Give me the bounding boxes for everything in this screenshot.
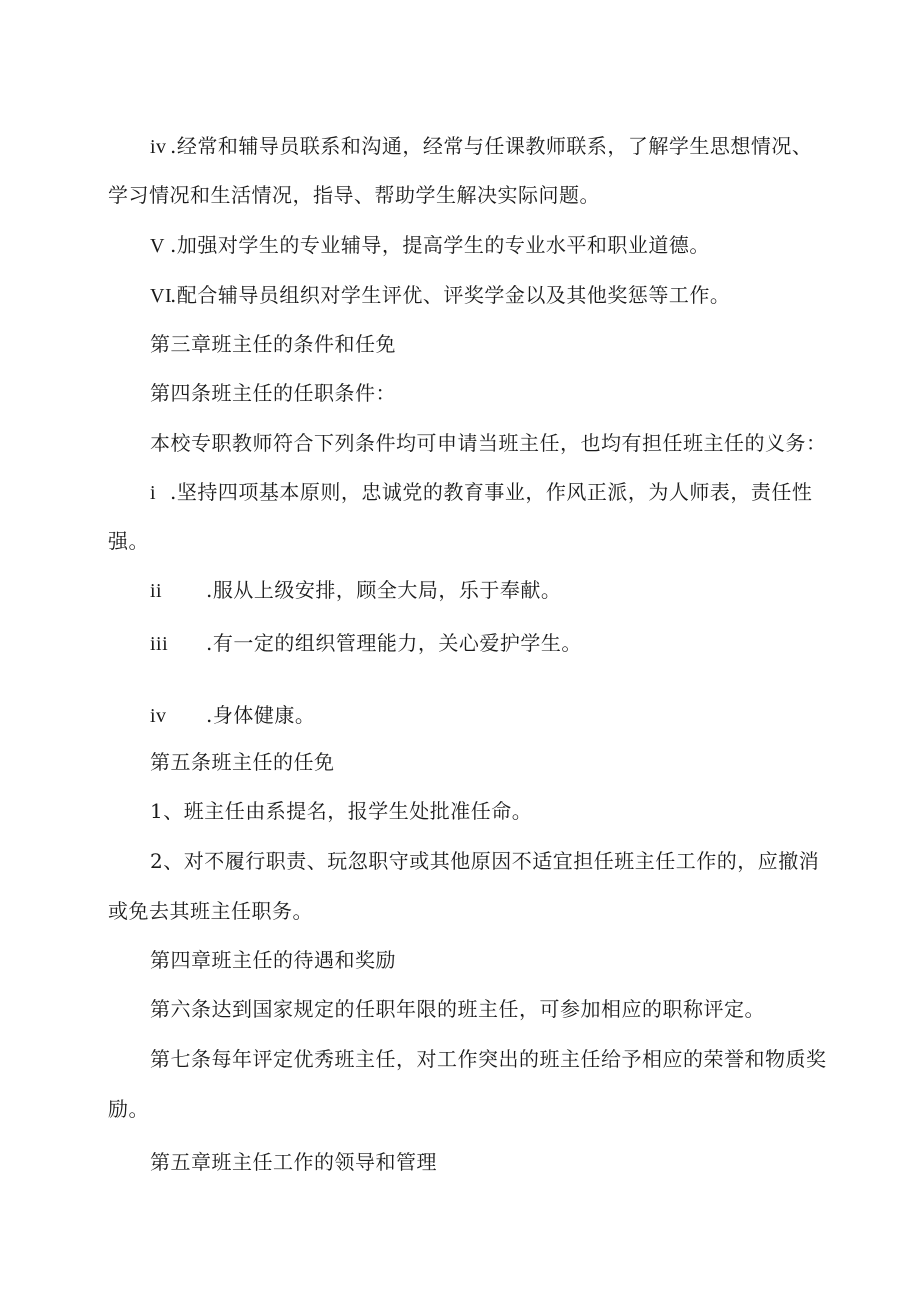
paragraph-item-ii-obey: [150, 577, 561, 604]
paragraph-continuation: [108, 898, 313, 924]
article-paragraph-6: [150, 996, 765, 1022]
list-marker: ii: [150, 580, 163, 602]
paragraph-text: .加强对学生的专业辅导，提高学生的专业水平和职业道德。: [170, 233, 710, 257]
paragraph-appointment-2: [150, 848, 819, 874]
article-paragraph-7: [150, 1046, 827, 1072]
paragraph-text: 1、班主任由系提名，报学生处批准任命。: [150, 799, 533, 823]
list-marker: iii: [150, 633, 169, 655]
paragraph-text: 2、对不履行职责、玩忽职守或其他原因不适宜担任班主任工作的，应撤消: [150, 849, 820, 873]
heading-text: 第五条班主任的任免: [150, 750, 335, 774]
paragraph-text: .服从上级安排，顾全大局，乐于奉献。: [206, 578, 562, 602]
paragraph-text: 第六条达到国家规定的任职年限的班主任，可参加相应的职称评定。: [150, 997, 765, 1021]
paragraph-item-iv-health: [150, 702, 315, 729]
paragraph-text: .身体健康。: [206, 703, 316, 727]
paragraph-continuation: [108, 528, 149, 554]
paragraph-text: 学习情况和生活情况，指导、帮助学生解决实际问题。: [108, 183, 600, 207]
paragraph-continuation: [108, 1096, 149, 1122]
list-marker: iv: [150, 136, 167, 158]
heading-text: 第五章班主任工作的领导和管理: [150, 1150, 437, 1174]
paragraph-item-v-guidance: [150, 232, 710, 259]
list-marker: iv: [150, 705, 167, 727]
paragraph-item-iii-management: [150, 630, 582, 657]
paragraph-text: .坚持四项基本原则，忠诚党的教育事业，作风正派，为人师表，责任性: [170, 480, 813, 504]
paragraph-text: .配合辅导员组织对学生评优、评奖学金以及其他奖惩等工作。: [170, 283, 731, 307]
heading-text: 第四章班主任的待遇和奖励: [150, 948, 396, 972]
list-marker: V: [150, 235, 165, 257]
chapter-heading-3: [150, 331, 396, 357]
paragraph-text: 强。: [108, 529, 149, 553]
paragraph-appointment-1: [150, 798, 532, 824]
paragraph-item-i-principles: [150, 479, 812, 506]
paragraph-eligibility: [150, 430, 827, 456]
paragraph-text: 本校专职教师符合下列条件均可申请当班主任，也均有担任班主任的义务：: [150, 431, 827, 455]
chapter-heading-5: [150, 1149, 437, 1175]
heading-text: 第四条班主任的任职条件：: [150, 381, 396, 405]
list-marker: VI: [150, 285, 173, 307]
list-marker: i: [150, 482, 157, 504]
article-heading-4: [150, 380, 396, 406]
paragraph-item-vi-awards: [150, 282, 730, 309]
paragraph-text: 第七条每年评定优秀班主任，对工作突出的班主任给予相应的荣誉和物质奖: [150, 1047, 827, 1071]
paragraph-item-iv-liaison: [150, 133, 812, 160]
article-heading-5: [150, 749, 335, 775]
paragraph-text: 励。: [108, 1097, 149, 1121]
paragraph-text: 或免去其班主任职务。: [108, 899, 313, 923]
paragraph-text: .经常和辅导员联系和沟通，经常与任课教师联系，了解学生思想情况、: [170, 134, 813, 158]
paragraph-text: .有一定的组织管理能力，关心爱护学生。: [206, 631, 582, 655]
chapter-heading-4: [150, 947, 396, 973]
paragraph-continuation: [108, 182, 600, 208]
heading-text: 第三章班主任的条件和任免: [150, 332, 396, 356]
